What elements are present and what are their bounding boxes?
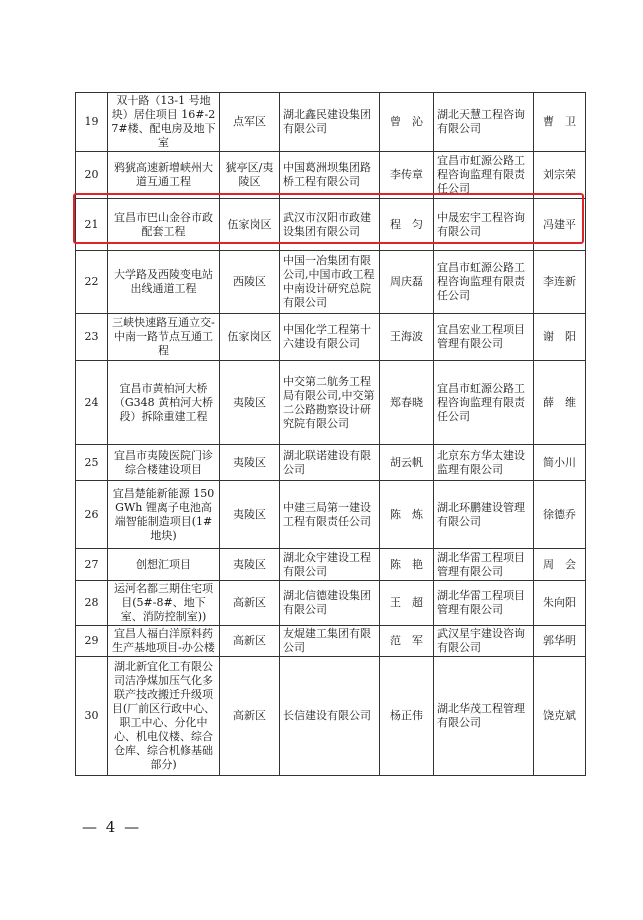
contractor-cell: 友焜建工集团有限公司: [280, 626, 380, 657]
project-name-cell: 宜昌楚能新能源 150GWh 锂离子电池高端智能制造项目(1#地块): [108, 481, 220, 549]
contractor-cell: 武汉市汉阳市政建设集团有限公司: [280, 199, 380, 251]
table-body: [76, 93, 586, 776]
district-cell: 点军区: [220, 93, 280, 152]
table-row: [76, 152, 586, 199]
table-row: [76, 361, 586, 445]
supervisor-company-cell: 宜昌市虹源公路工程咨询监理有限责任公司: [434, 361, 534, 445]
project-manager-cell: 程 匀: [380, 199, 434, 251]
row-number-cell: 28: [76, 581, 108, 626]
contractor-cell: 中国一冶集团有限公司,中国市政工程中南设计研究总院有限公司: [280, 251, 380, 314]
district-cell: 高新区: [220, 581, 280, 626]
chief-supervisor-cell: 郭华明: [534, 626, 586, 657]
supervisor-company-cell: 北京东方华太建设监理有限公司: [434, 445, 534, 481]
supervisor-company-cell: 湖北华茂工程管理有限公司: [434, 657, 534, 776]
project-manager-cell: 周庆磊: [380, 251, 434, 314]
row-number-cell: 27: [76, 549, 108, 581]
row-number-cell: 19: [76, 93, 108, 152]
district-cell: 夷陵区: [220, 361, 280, 445]
table-row: [76, 657, 586, 776]
project-name-cell: 三峡快速路互通立交-中南一路节点互通工程: [108, 314, 220, 361]
row-number-cell: 21: [76, 199, 108, 251]
row-number-cell: 24: [76, 361, 108, 445]
supervisor-company-cell: 宜昌宏业工程项目管理有限公司: [434, 314, 534, 361]
project-manager-cell: 陈 炼: [380, 481, 434, 549]
row-number-cell: 25: [76, 445, 108, 481]
project-name-cell: 宜昌人福白洋原料药生产基地项目-办公楼: [108, 626, 220, 657]
chief-supervisor-cell: 谢 阳: [534, 314, 586, 361]
supervisor-company-cell: 湖北环鹏建设管理有限公司: [434, 481, 534, 549]
table-row: [76, 581, 586, 626]
project-name-cell: 创想汇项目: [108, 549, 220, 581]
row-number-cell: 22: [76, 251, 108, 314]
project-name-cell: 双十路（13-1 号地块）居住项目 16#-27#楼、配电房及地下室: [108, 93, 220, 152]
row-number-cell: 30: [76, 657, 108, 776]
chief-supervisor-cell: 简小川: [534, 445, 586, 481]
chief-supervisor-cell: 冯建平: [534, 199, 586, 251]
row-number-cell: 20: [76, 152, 108, 199]
table-row: [76, 314, 586, 361]
table-row: [76, 626, 586, 657]
district-cell: 高新区: [220, 626, 280, 657]
chief-supervisor-cell: 薛 维: [534, 361, 586, 445]
projects-table: [75, 92, 586, 776]
contractor-cell: 湖北鑫民建设集团有限公司: [280, 93, 380, 152]
row-number-cell: 23: [76, 314, 108, 361]
project-name-cell: 运河名都三期住宅项目(5#-8#、地下室、消防控制室)): [108, 581, 220, 626]
table-row: [76, 93, 586, 152]
supervisor-company-cell: 湖北华雷工程项目管理有限公司: [434, 549, 534, 581]
row-number-cell: 29: [76, 626, 108, 657]
chief-supervisor-cell: 周 会: [534, 549, 586, 581]
chief-supervisor-cell: 饶克斌: [534, 657, 586, 776]
project-manager-cell: 王海波: [380, 314, 434, 361]
contractor-cell: 中国葛洲坝集团路桥工程有限公司: [280, 152, 380, 199]
contractor-cell: 湖北信德建设集团有限公司: [280, 581, 380, 626]
chief-supervisor-cell: 曹 卫: [534, 93, 586, 152]
supervisor-company-cell: 武汉星宇建设咨询有限公司: [434, 626, 534, 657]
district-cell: 伍家岗区: [220, 314, 280, 361]
contractor-cell: 中国化学工程第十六建设有限公司: [280, 314, 380, 361]
project-manager-cell: 杨正伟: [380, 657, 434, 776]
project-manager-cell: 曾 沁: [380, 93, 434, 152]
page-number: — 4 —: [82, 818, 142, 836]
district-cell: 猇亭区/夷陵区: [220, 152, 280, 199]
row-number-cell: 26: [76, 481, 108, 549]
project-name-cell: 大学路及西陵变电站出线通道工程: [108, 251, 220, 314]
project-name-cell: 宜昌市黄柏河大桥（G348 黄柏河大桥段）拆除重建工程: [108, 361, 220, 445]
project-name-cell: 湖北新宜化工有限公司洁净煤加压气化多联产技改搬迁升级项目(厂前区行政中心、职工中心、分化中心、机电仪楼、综合仓库、综合机修基础部分): [108, 657, 220, 776]
contractor-cell: 长信建设有限公司: [280, 657, 380, 776]
project-manager-cell: 王 超: [380, 581, 434, 626]
contractor-cell: 中交第二航务工程局有限公司,中交第二公路勘察设计研究院有限公司: [280, 361, 380, 445]
table-row: [76, 481, 586, 549]
contractor-cell: 中建三局第一建设工程有限责任公司: [280, 481, 380, 549]
project-manager-cell: 陈 艳: [380, 549, 434, 581]
project-manager-cell: 范 军: [380, 626, 434, 657]
district-cell: 伍家岗区: [220, 199, 280, 251]
table-row: [76, 445, 586, 481]
supervisor-company-cell: 湖北天慧工程咨询有限公司: [434, 93, 534, 152]
project-manager-cell: 李传章: [380, 152, 434, 199]
district-cell: 高新区: [220, 657, 280, 776]
project-manager-cell: 胡云帆: [380, 445, 434, 481]
contractor-cell: 湖北联诺建设有限公司: [280, 445, 380, 481]
supervisor-company-cell: 宜昌市虹源公路工程咨询监理有限责任公司: [434, 251, 534, 314]
supervisor-company-cell: 宜昌市虹源公路工程咨询监理有限责任公司: [434, 152, 534, 199]
chief-supervisor-cell: 刘宗荣: [534, 152, 586, 199]
supervisor-company-cell: 中晟宏宇工程咨询有限公司: [434, 199, 534, 251]
table-row: [76, 199, 586, 251]
district-cell: 西陵区: [220, 251, 280, 314]
table-row: [76, 251, 586, 314]
project-name-cell: 宜昌市巴山金谷市政配套工程: [108, 199, 220, 251]
district-cell: 夷陵区: [220, 445, 280, 481]
table-row: [76, 549, 586, 581]
chief-supervisor-cell: 李连新: [534, 251, 586, 314]
district-cell: 夷陵区: [220, 549, 280, 581]
chief-supervisor-cell: 徐德乔: [534, 481, 586, 549]
district-cell: 夷陵区: [220, 481, 280, 549]
project-name-cell: 宜昌市夷陵医院门诊综合楼建设项目: [108, 445, 220, 481]
project-name-cell: 鸦猇高速新增峡州大道互通工程: [108, 152, 220, 199]
contractor-cell: 湖北众宇建设工程有限公司: [280, 549, 380, 581]
supervisor-company-cell: 湖北华雷工程项目管理有限公司: [434, 581, 534, 626]
chief-supervisor-cell: 朱向阳: [534, 581, 586, 626]
project-manager-cell: 郑春晓: [380, 361, 434, 445]
